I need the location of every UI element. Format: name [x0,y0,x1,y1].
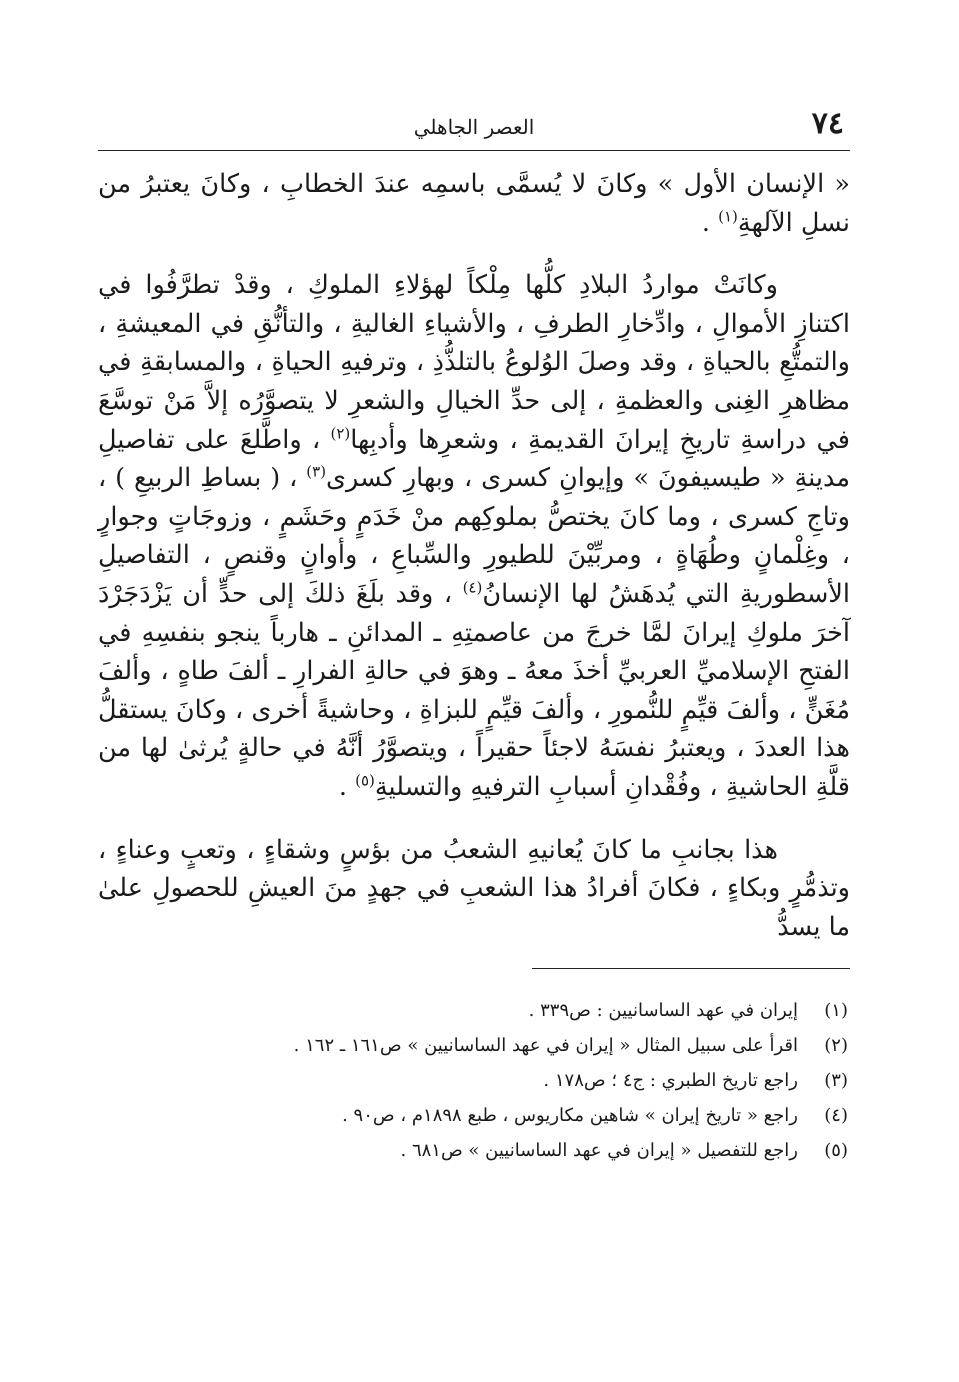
footnote-number: (١) [824,1000,848,1022]
running-title: العصر الجاهلي [413,115,535,139]
footnote-1 [98,993,848,1028]
footnote-5 [98,1133,848,1168]
body-text [98,165,850,946]
paragraph-1-end: . [701,207,719,238]
footnote-separator [532,968,850,969]
paragraph-1-text: « الإنسان الأول » وكانَ لا يُسمَّى باسمِه عندَ الخطابِ ، وكانَ يعتبرُ من نسلِ الآلهةِ [98,169,850,238]
paragraph-3-text: هذا بجانبِ ما كانَ يُعانيهِ الشعبُ من بؤسٍ وشقاءٍ ، وتعبٍ وعناءٍ ، وتذمُّرٍ وبكاءٍ ، فكانَ أفرادُ هذا الشعبِ في جهدٍ منَ العيشِ للحصولِ علىٰ ما يسدُّ [98,834,850,942]
page-number: ٧٤ [811,106,844,141]
paragraph-2 [98,266,850,806]
paragraph-3 [98,831,850,947]
footnote-text: اقرأ على سبيل المثال « إيران في عهد الساسانيين » ص١٦١ ـ ١٦٢ . [293,1035,798,1057]
footnote-4 [98,1098,848,1133]
footnotes [98,993,850,1168]
footnote-text: إيران في عهد الساسانيين : ص٣٣٩ . [528,1000,798,1022]
footnote-text: راجع « تاريخ إيران » شاهين مكاريوس ، طبع ١٨٩٨م ، ص٩٠ . [342,1105,798,1127]
paragraph-2-text-d: ، وقد بلَغَ ذلكَ إلى حدٍّ أن يَزْدَجَرْدَ آخرَ ملوكِ إيرانَ لمَّا خرجَ من عاصمتِهِ ـ المدائنِ ـ هارباً ينجو بنفسِهِ في الفتحِ الإسلاميِّ العربيِّ أخذَ معهُ ـ وهوَ في حالةِ الفرارِ ـ ألفَ طاهٍ ، وألفَ مُغَنٍّ ، وألفَ قيِّمٍ للنُّمورِ ، وألفَ قيِّمٍ للبزاةِ ، وحاشيةً أخرى ، وكانَ يستقلُّ هذا العددَ ، ويعتبرُ نفسَهُ لاجئاً حقيراً ، ويتصوَّرُ أنَّهُ في حالةٍ يُرثىٰ لها من قلَّةِ الحاشيةِ ، وفُقْدانِ أسبابِ الترفيهِ والتسليةِ [98,578,850,802]
paragraph-2-text-b: ، واطَّلعَ على تفاصيلِ مدينةِ « طيسيفونَ » وإيوانِ كسرى ، وبهارِ كسرى [98,424,850,494]
book-page [98,96,850,1168]
footnote-number: (٤) [824,1105,848,1127]
footnote-number: (٣) [824,1070,848,1092]
paragraph-2-text-c: ، ( بساطِ الربيعِ ) ، وتاجِ كسرى ، وما كانَ يختصُّ بملوكِهم منْ خَدَمٍ وحَشَمٍ ، وزوجَاتٍ وجوارٍ ، وغِلْمانٍ وطُهَاةٍ ، ومربِّيْنَ للطيورِ والسِّباعِ ، وأوانٍ وقنصٍ ، التفاصيلِ الأسطوريةِ التي يُدهَشُ لها الإنسانُ [98,463,850,609]
paragraph-1 [98,165,850,242]
footnote-ref-5[interactable]: (٥) [355,771,375,790]
paragraph-2-end: . [338,771,356,802]
footnote-number: (٥) [824,1140,848,1162]
footnote-ref-1[interactable]: (١) [718,207,738,226]
footnote-ref-2[interactable]: (٢) [330,424,351,443]
footnote-2 [98,1028,848,1063]
footnote-text: راجع للتفصيل « إيران في عهد الساسانيين » ص٦٨١ . [400,1140,798,1162]
footnote-ref-4[interactable]: (٤) [462,578,483,597]
footnote-text: راجع تاريخ الطبري : ج٤ ؛ ص١٧٨ . [543,1070,798,1092]
footnote-3 [98,1063,848,1098]
footnote-number: (٢) [824,1035,848,1057]
footnote-ref-3[interactable]: (٣) [306,462,327,481]
running-header [98,96,850,151]
paragraph-2-text-a: وكانَتْ مواردُ البلادِ كلُّها مِلْكاً لهؤلاءِ الملوكِ ، وقدْ تطرَّفُوا في اكتنازِ الأموالِ ، وادِّخارِ الطرفِ ، والأشياءِ الغاليةِ ، والتأنُّقِ في المعيشةِ ، والتمتُّعِ بالحياةِ ، وقد وصلَ الوُلوعُ بالتلذُّذِ ، وترفيهِ الحياةِ ، والمسابقةِ في مظاهرِ الغِنى والعظمةِ ، إلى حدِّ الخيالِ والشعرِ لا يتصوَّرُه إلاَّ مَنْ توسَّعَ في دراسةِ تاريخِ إيرانَ القديمةِ ، وشعرِها وأدبِها [98,270,850,455]
